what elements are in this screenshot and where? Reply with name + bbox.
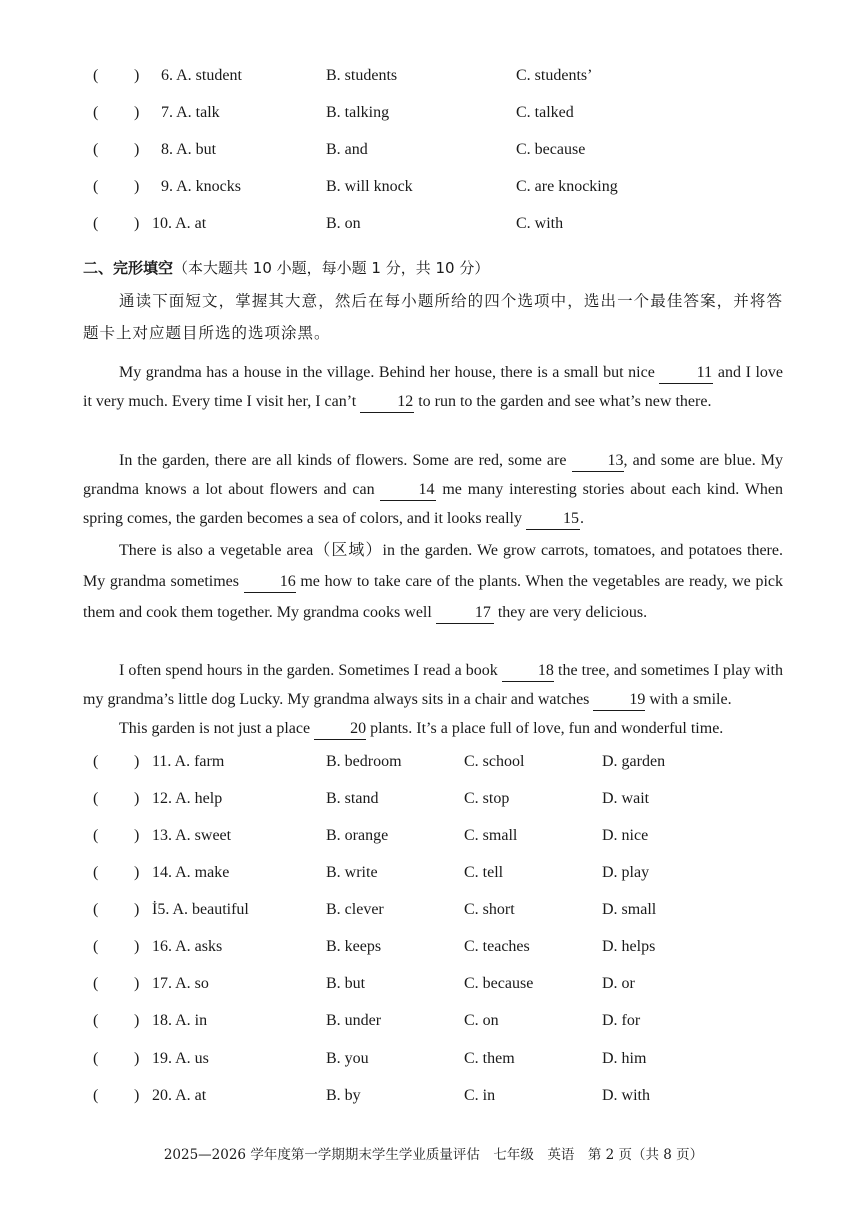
paren-right: ) [134,901,140,918]
option-b: B. clever [326,901,384,918]
passage-text: and I love it very much. Every time I visit her, I can’t [83,364,783,410]
passage-text: plants. It’s a place full of love, fun and wonderful time. [366,720,724,737]
option-a: İ5. A. beautiful [152,901,249,918]
option-b: B. under [326,1012,382,1029]
option-a: 6. A. student [161,67,242,84]
question-row [0,1050,867,1074]
question-row [0,215,867,239]
paren-right: ) [134,67,140,84]
paren-right: ) [134,975,140,992]
option-b: B. will knock [326,178,413,195]
option-c: C. stop [464,790,510,807]
question-row [0,1012,867,1036]
option-a: 12. A. help [152,790,223,807]
option-b: B. keeps [326,938,382,955]
option-d: D. wait [602,790,650,807]
passage-text: This garden is not just a place [119,720,315,737]
option-c: C. school [464,753,525,770]
question-row [0,975,867,999]
option-c: C. students’ [516,67,593,84]
blank-15: 15 [526,509,580,530]
option-c: C. teaches [464,938,530,955]
question-row [0,67,867,91]
blank-18: 18 [502,661,554,682]
question-row [0,1087,867,1111]
paren-right: ) [134,864,140,881]
passage-paragraph [83,358,783,416]
option-d: D. or [602,975,635,992]
option-c: C. in [464,1087,496,1104]
passage-text: There is also a vegetable area（区域）in the garden. We grow carrots, tomatoes, and potatoes there. My grandma sometimes [83,542,783,590]
page-footer: 2025—2026 学年度第一学期期末学生学业质量评估 七年级 英语 第 2 页（共 8 页） [163,1147,704,1163]
passage-text: they are very delicious. [493,604,648,621]
option-a: 11. A. farm [152,753,225,770]
paren-right: ) [134,104,140,121]
option-a: 20. A. at [152,1087,207,1104]
blank-17: 17 [436,603,494,624]
option-c: C. on [464,1012,499,1029]
passage-text: to run to the garden and see what’s new there. [414,393,712,410]
paren-right: ) [134,790,140,807]
blank-20: 20 [314,719,366,740]
passage-paragraph [83,446,783,533]
blank-14: 14 [380,480,436,501]
option-b: B. stand [326,790,379,807]
question-row [0,790,867,814]
paren-left: ( [93,790,99,807]
option-a: 16. A. asks [152,938,223,955]
option-b: B. and [326,141,368,158]
option-a: 18. A. in [152,1012,208,1029]
option-d: D. small [602,901,657,918]
option-b: B. on [326,215,361,232]
paren-left: ( [93,827,99,844]
section-title: 完形填空 [113,259,174,277]
paren-left: ( [93,1012,99,1029]
option-c: C. tell [464,864,504,881]
question-row [0,104,867,128]
option-b: B. bedroom [326,753,402,770]
passage-text: me many interesting stories about each kind. When spring comes, the garden becomes a sea of colors, and it looks really [83,481,783,527]
question-row [0,827,867,851]
option-a: 9. A. knocks [161,178,241,195]
passage-text: me how to take care of the plants. When the vegetables are ready, we pick them and cook them together. My grandma cooks well [83,573,784,621]
paren-left: ( [93,141,99,158]
paren-left: ( [93,753,99,770]
paren-right: ) [134,1087,140,1104]
option-a: 13. A. sweet [152,827,232,844]
question-row [0,178,867,202]
option-b: B. students [326,67,398,84]
paren-left: ( [93,901,99,918]
question-row [0,864,867,888]
option-c: C. them [464,1050,515,1067]
question-row [0,141,867,165]
passage-text: the tree, and sometimes I play with my grandma’s little dog Lucky. My grandma always sits in a chair and watches [83,662,783,708]
option-c: C. because [516,141,586,158]
option-b: B. by [326,1087,361,1104]
paren-left: ( [93,938,99,955]
question-row [0,901,867,925]
passage-text: In the garden, there are all kinds of flowers. Some are red, some are [119,452,572,469]
option-c: C. are knocking [516,178,618,195]
paren-left: ( [93,215,99,232]
option-d: D. him [602,1050,647,1067]
section-instruction: 通读下面短文，掌握其大意，然后在每小题所给的四个选项中，选出一个最佳答案，并将答题卡上对应题目所选的选项涂黑。 [83,292,783,342]
option-c: C. talked [516,104,574,121]
paren-right: ) [134,753,140,770]
paren-left: ( [93,178,99,195]
paren-right: ) [134,938,140,955]
paren-right: ) [134,215,140,232]
option-d: D. nice [602,827,649,844]
option-b: B. talking [326,104,390,121]
option-d: D. play [602,864,650,881]
question-row [0,753,867,777]
passage-text: My grandma has a house in the village. Behind her house, there is a small but nice [119,364,660,381]
blank-16: 16 [244,572,296,593]
blank-12: 12 [360,392,414,413]
paren-right: ) [134,141,140,158]
option-a: 17. A. so [152,975,209,992]
option-a: 14. A. make [152,864,230,881]
passage-paragraph [83,535,783,628]
paren-left: ( [93,67,99,84]
option-c: C. because [464,975,534,992]
option-b: B. you [326,1050,369,1067]
paren-right: ) [134,178,140,195]
question-row [0,938,867,962]
option-a: 19. A. us [152,1050,209,1067]
section-note: （本大题共 10 小题，每小题 1 分，共 10 分） [173,259,490,277]
option-b: B. but [326,975,366,992]
section-number: 二、 [83,259,114,277]
option-b: B. write [326,864,378,881]
passage-text: with a smile. [645,691,732,708]
section-heading [83,257,489,278]
passage-text: I often spend hours in the garden. Sometimes I read a book [119,662,502,679]
option-c: C. short [464,901,515,918]
paren-left: ( [93,1050,99,1067]
option-a: 10. A. at [152,215,207,232]
option-b: B. orange [326,827,389,844]
paren-right: ) [134,1012,140,1029]
blank-19: 19 [593,690,645,711]
option-d: D. helps [602,938,656,955]
passage-text: , and some are blue. My grandma knows a lot about flowers and can [83,452,783,498]
paren-left: ( [93,1087,99,1104]
option-a: 7. A. talk [161,104,220,121]
passage-paragraph [83,714,783,743]
blank-13: 13 [572,451,624,472]
passage-text: . [579,510,584,527]
paren-right: ) [134,827,140,844]
option-a: 8. A. but [161,141,217,158]
blank-11: 11 [659,363,713,384]
option-d: D. for [602,1012,641,1029]
paren-left: ( [93,975,99,992]
option-d: D. with [602,1087,650,1104]
option-c: C. with [516,215,564,232]
paren-right: ) [134,1050,140,1067]
paren-left: ( [93,104,99,121]
paren-left: ( [93,864,99,881]
passage-paragraph [83,656,783,714]
option-d: D. garden [602,753,666,770]
option-c: C. small [464,827,518,844]
